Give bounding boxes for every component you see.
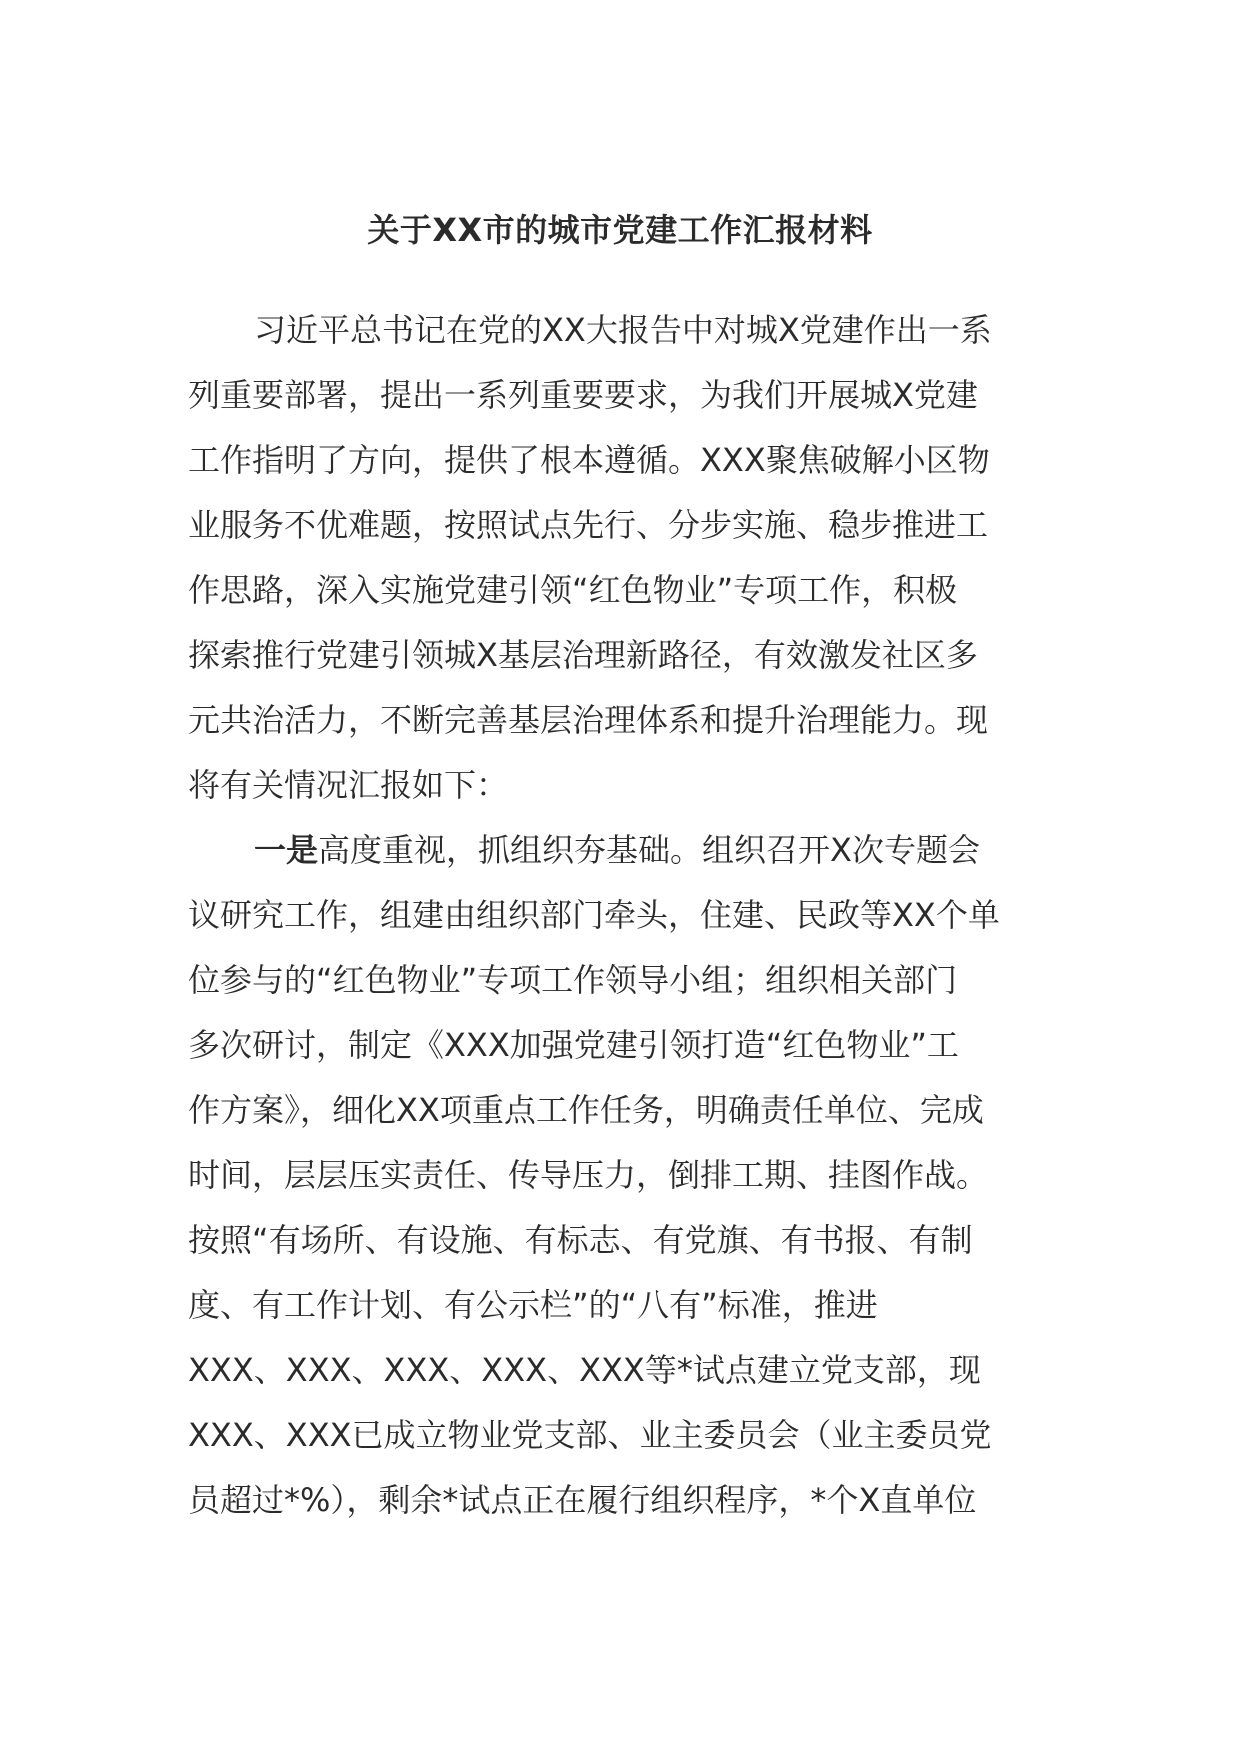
paragraph-line: 作思路，深入实施党建引领“红色物业”专项工作，积极 — [188, 571, 958, 609]
paragraph-intro — [188, 298, 1058, 818]
paragraph-line: 元共治活力，不断完善基层治理体系和提升治理能力。现 — [188, 701, 989, 739]
paragraph-line: XXX、XXX、XXX、XXX、XXX等*试点建立党支部，现 — [188, 1351, 981, 1389]
paragraph-line: 度、有工作计划、有公示栏”的“八有”标准，推进 — [188, 1286, 878, 1324]
paragraph-point-one — [188, 818, 1058, 1533]
paragraph-line: XXX、XXX已成立物业党支部、业主委员会（业主委员党 — [188, 1416, 992, 1454]
document-title: 关于XX市的城市党建工作汇报材料 — [367, 211, 873, 249]
paragraph-line: 位参与的“红色物业”专项工作领导小组；组织相关部门 — [188, 961, 958, 999]
paragraph-line: 列重要部署，提出一系列重要要求，为我们开展城X党建 — [188, 376, 978, 414]
paragraph-line: 探索推行党建引领城X基层治理新路径，有效激发社区多 — [188, 636, 978, 674]
paragraph-line: 时间，层层压实责任、传导压力，倒排工期、挂图作战。 — [188, 1156, 989, 1194]
paragraph-line: 作方案》，细化XX项重点工作任务，明确责任单位、完成 — [188, 1091, 984, 1129]
paragraph-line: 议研究工作，组建由组织部门牵头，住建、民政等XX个单 — [188, 896, 1000, 934]
paragraph-lead: 一是 — [254, 831, 319, 869]
paragraph-line: 习近平总书记在党的XX大报告中对城X党建作出一系 — [254, 311, 992, 349]
paragraph-lead-rest: 高度重视，抓组织夯基础。组织召开X次专题会 — [318, 831, 980, 869]
paragraph-line: 工作指明了方向，提供了根本遵循。XXX聚焦破解小区物 — [188, 441, 990, 479]
paragraph-line: 多次研讨，制定《XXX加强党建引领打造“红色物业”工 — [188, 1026, 959, 1064]
paragraph-line: 按照“有场所、有设施、有标志、有党旗、有书报、有制 — [188, 1221, 973, 1259]
paragraph-line: 业服务不优难题，按照试点先行、分步实施、稳步推进工 — [188, 506, 989, 544]
paragraph-line: 员超过*%），剩余*试点正在履行组织程序，*个X直单位 — [188, 1481, 977, 1519]
paragraph-line: 将有关情况汇报如下： — [188, 766, 509, 804]
paragraph-first-line — [188, 818, 1058, 883]
